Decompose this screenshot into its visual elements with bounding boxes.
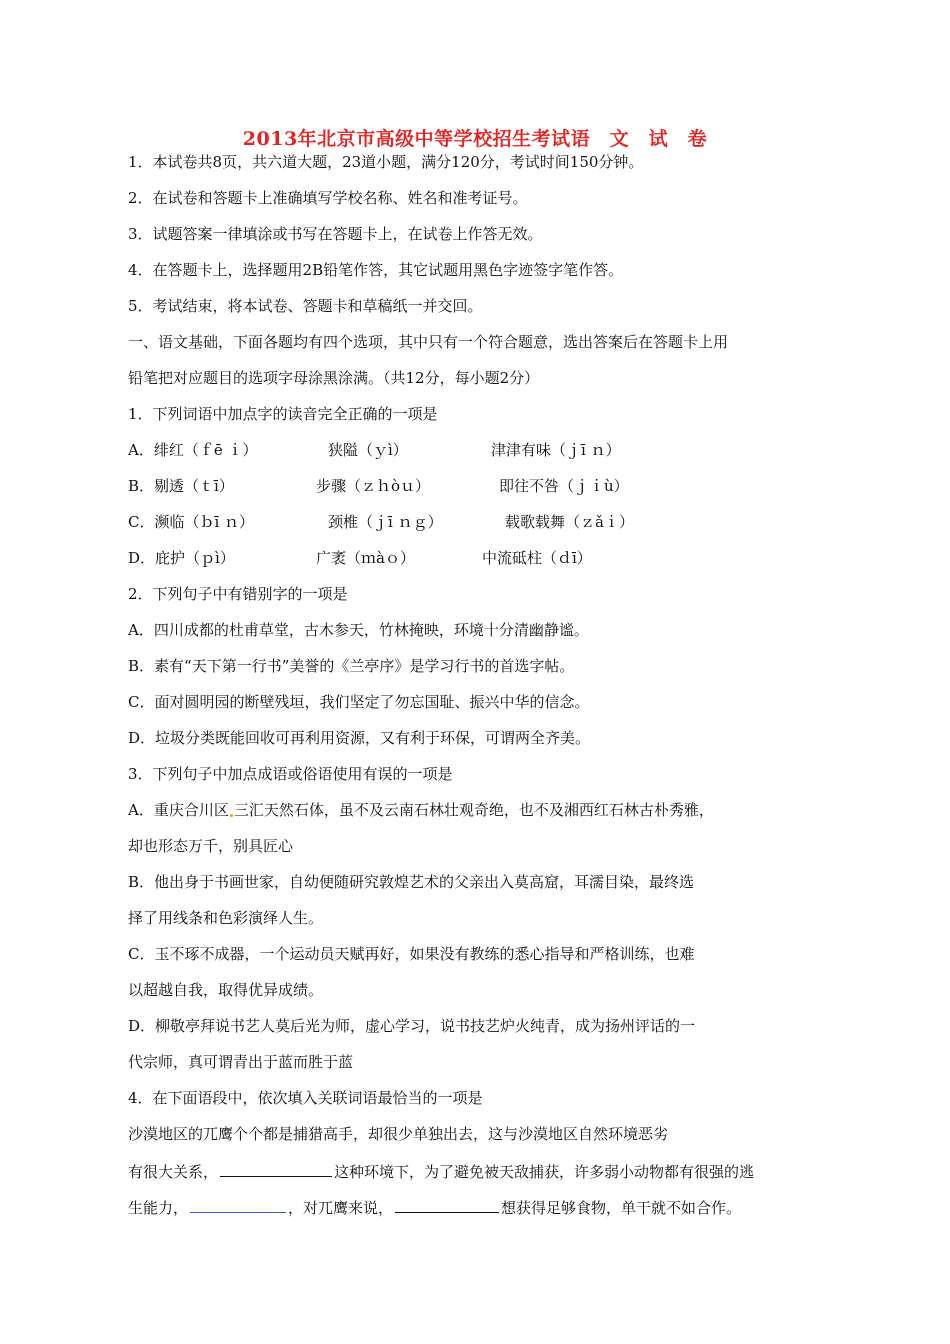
q1-row-c-col1: C．濒临（ｂī ｎ） [128, 513, 255, 531]
q3-option-c-line1: C．玉不琢不成器，一个运动员天赋再好，如果没有教练的悉心指导和严格训练，也难 [128, 945, 695, 963]
q2-option-d: D．垃圾分类既能回收可再利用资源，又有利于环保，可谓两全齐美。 [128, 729, 591, 747]
q4-passage-line3-post: 想获得足够食物，单干就不如合作。 [501, 1199, 742, 1217]
q4-passage-line2-pre: 有很大关系， [128, 1163, 219, 1181]
instruction-2: 2．在试卷和答题卡上准确填写学校名称、姓名和准考证号。 [128, 189, 528, 207]
fill-blank-2[interactable] [190, 1196, 286, 1213]
q2-option-c: C．面对圆明园的断壁残垣，我们坚定了勿忘国耻、振兴中华的信念。 [128, 693, 590, 711]
q3-option-a-line1-pre: A．重庆合川区 [128, 801, 229, 819]
q3-option-d-line1: D．柳敬亭拜说书艺人莫后光为师，虚心学习，说书技艺炉火纯青，成为扬州评话的一 [128, 1017, 696, 1035]
section1-heading-line1: 一、语文基础，下面各题均有四个选项，其中只有一个符合题意，选出答案后在答题卡上用 [128, 333, 729, 351]
q1-row-d-col3: 中流砥柱（ｄī） [482, 549, 592, 567]
q4-passage-line3 [128, 1196, 741, 1218]
q1-stem: 1．下列词语中加点字的读音完全正确的一项是 [128, 405, 438, 423]
q3-stem: 3．下列句子中加点成语或俗语使用有误的一项是 [128, 765, 453, 783]
q3-option-b-line1: B．他出身于书画世家，自幼便随研究敦煌艺术的父亲出入莫高窟，耳濡目染，最终选 [128, 873, 695, 891]
instruction-5: 5．考试结束，将本试卷、答题卡和草稿纸一并交回。 [128, 297, 483, 315]
instruction-4: 4．在答题卡上，选择题用2B铅笔作答，其它试题用黑色字迹签字笔作答。 [128, 261, 624, 279]
q2-option-b: B．素有“天下第一行书”美誉的《兰亭序》是学习行书的首选字帖。 [128, 657, 575, 675]
q2-stem: 2．下列句子中有错别字的一项是 [128, 585, 348, 603]
q1-row-c-col3: 载歌载舞（ｚǎｉ） [505, 513, 634, 531]
q1-row-b-col1: B．剔透（ｔī） [128, 477, 234, 495]
q3-option-a-line2: 却也形态万千，别具匠心 [128, 837, 294, 855]
q4-passage-line2 [128, 1160, 754, 1182]
q1-row-b-col2: 步骤（ｚｈòｕ） [316, 477, 431, 495]
q4-passage-line1: 沙漠地区的兀鹰个个都是捕猎高手，却很少单独出去，这与沙漠地区自然环境恶劣 [128, 1125, 669, 1143]
annotation-dot-icon [230, 814, 233, 817]
instruction-1: 1．本试卷共8页，共六道大题，23道小题，满分120分，考试时间150分钟。 [128, 153, 644, 171]
q3-option-c-line2: 以超越自我，取得优异成绩。 [128, 981, 324, 999]
q2-option-a: A．四川成都的杜甫草堂，古木参天，竹林掩映，环境十分清幽静谧。 [128, 621, 589, 639]
section1-heading-line2: 铅笔把对应题目的选项字母涂黑涂满。（共12分，每小题2分） [128, 369, 540, 387]
fill-blank-3[interactable] [395, 1196, 499, 1213]
q1-row-a-col3: 津津有味（ｊī ｎ） [491, 441, 621, 459]
q3-option-b-line2: 择了用线条和色彩演绎人生。 [128, 909, 324, 927]
q1-row-a-col2: 狭隘（ｙì） [328, 441, 408, 459]
q4-passage-line3-pre: 生能力， [128, 1199, 189, 1217]
q1-row-c-col2: 颈椎（ｊī ｎｇ） [328, 513, 443, 531]
q3-option-a-line1 [128, 800, 714, 820]
q1-row-d-col2: 广袤（ｍàｏ） [316, 549, 415, 567]
q1-row-a-col1: A．绯红（ｆē ｉ） [128, 441, 258, 459]
q1-row-d-col1: D．庇护（ｐì） [128, 549, 235, 567]
q4-passage-line2-post: 这种环境下，为了避免被天敌捕获，许多弱小动物都有很强的逃 [334, 1163, 755, 1181]
q3-option-a-line1-post: 三汇天然石体，虽不及云南石林壮观奇绝，也不及湘西红石林古朴秀雅， [233, 801, 714, 819]
q3-option-d-line2: 代宗师，真可谓青出于蓝而胜于蓝 [128, 1053, 354, 1071]
fill-blank-1[interactable] [220, 1160, 332, 1177]
q4-passage-line3-mid: ，对兀鹰来说， [288, 1199, 394, 1217]
q4-stem: 4．在下面语段中，依次填入关联词语最恰当的一项是 [128, 1089, 483, 1107]
instruction-3: 3．试题答案一律填涂或书写在答题卡上，在试卷上作答无效。 [128, 225, 543, 243]
q1-row-b-col3: 即往不咎（ｊｉù） [499, 477, 629, 495]
exam-title: 2013年北京市高级中等学校招生考试语 文 试 卷 [242, 128, 708, 150]
